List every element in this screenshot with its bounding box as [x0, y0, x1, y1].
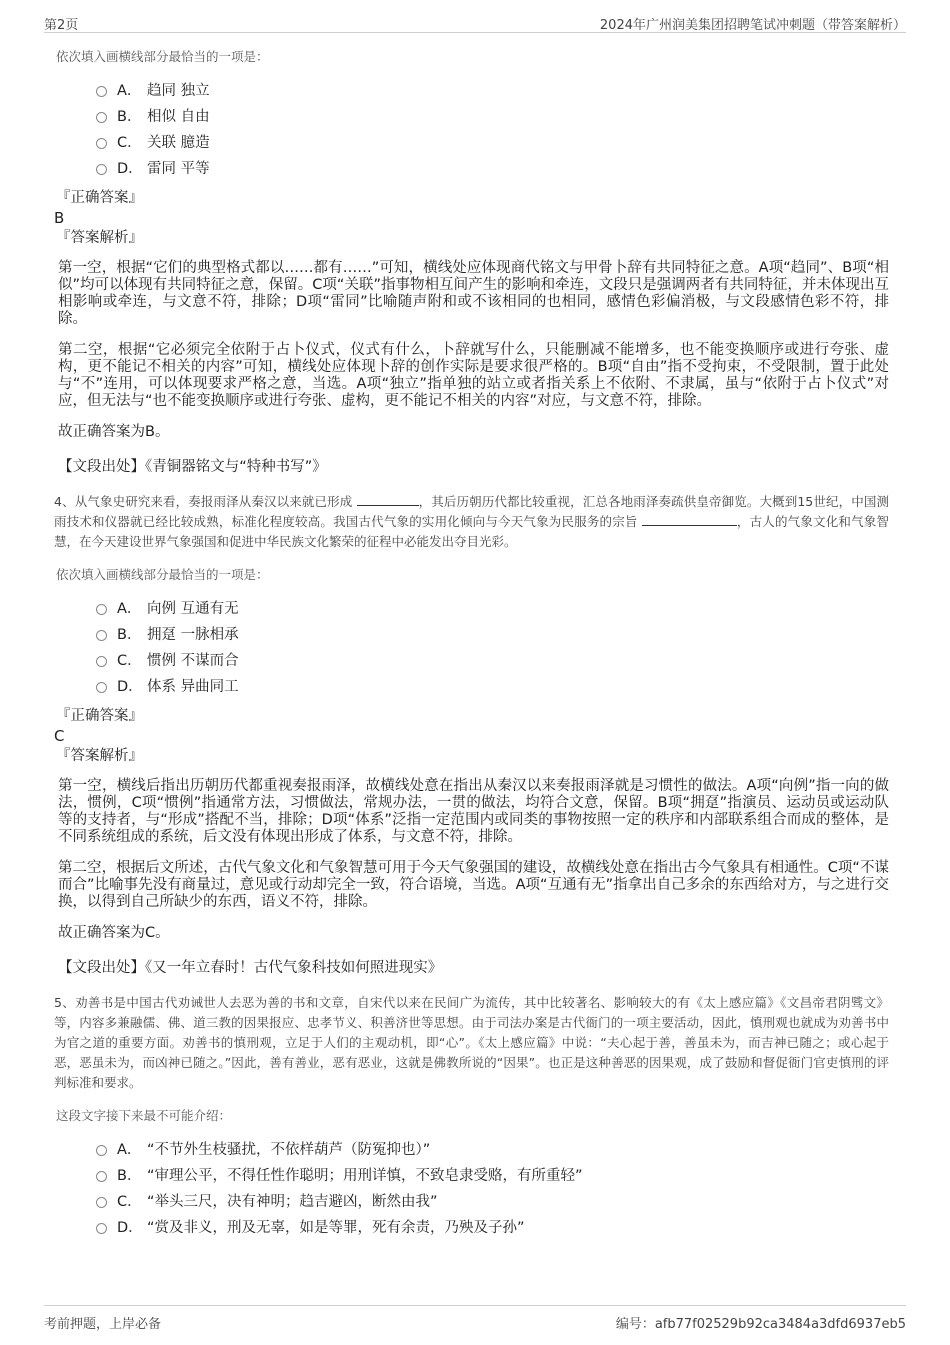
- q3-option-d[interactable]: D． 雷同 平等: [96, 156, 897, 182]
- analysis-label: 『答案解析』: [56, 748, 143, 764]
- q3-option-b[interactable]: B． 相似 自由: [96, 104, 897, 130]
- q5-stem: 5、劝善书是中国古代劝诫世人去恶为善的书和文章，自宋代以来在民间广为流传，其中比较著名、影响较大的有《太上感应篇》《文昌帝君阴骘文》等，内容多兼融儒、佛、道三教的因果报应、忠孝节义、积善济世等思想。由于司法办案是古代衙门的一项主要活动，因此，慎刑观也就成为劝善书中为官之道的重要方面。劝善书的慎刑观，立足于人们的主观动机，即“心”。《太上感应篇》中说：“夫心起于善，善虽未为，而吉神已随之；或心起于恶，恶虽未为，而凶神已随之。”因此，善有善业，恶有恶业，这就是佛教所说的“因果”。也正是这种善恶的因果观，成了鼓励和督促衙门官吏慎刑的评判标准和要求。: [54, 995, 889, 1090]
- radio-icon[interactable]: [96, 1197, 107, 1208]
- document-title: 2024年广州润美集团招聘笔试冲刺题（带答案解析）: [599, 18, 906, 33]
- q4-option-d[interactable]: D． 体系 异曲同工: [96, 674, 897, 700]
- footer-slogan: 考前押题，上岸必备: [44, 1317, 162, 1332]
- q3-prompt: 依次填入画横线部分最恰当的一项是：: [56, 49, 269, 64]
- q5-option-a[interactable]: A． “不节外生枝骚扰，不依样葫芦（防冤抑也）”: [96, 1137, 897, 1163]
- analysis-conclusion: 故正确答案为C。: [58, 925, 170, 941]
- q5-option-b[interactable]: B． “审理公平，不得任性作聪明；用刑详慎，不致皂隶受赂，有所重轻”: [96, 1163, 897, 1189]
- q4-options: [52, 596, 897, 700]
- analysis-paragraph: 第一空，根据“它们的典型格式都以……都有……”可知，横线处应体现商代铭文与甲骨卜辞有共同特征之意。A项“趋同”、B项“相似”均可以体现有共同特征之意，保留。C项“关联”指事物相互间产生的影响和牵连，文段只是强调两者有共同特征，并未体现出互相影响或牵连，与文意不符，排除；D项“雷同”比喻随声附和或不该相同的也相同，感情色彩偏消极，与文段感情色彩不符，排除。: [58, 260, 889, 327]
- source-citation: 【文段出处】《青铜器铭文与“特种书写”》: [58, 459, 327, 475]
- radio-icon[interactable]: [96, 112, 107, 123]
- page-number: 第2页: [44, 18, 79, 33]
- q4-prompt: 依次填入画横线部分最恰当的一项是：: [56, 567, 269, 582]
- document-id: 编号：afb77f02529b92ca3484a3dfd6937eb5: [615, 1317, 906, 1332]
- q5-prompt: 这段文字接下来最不可能介绍：: [56, 1108, 232, 1123]
- radio-icon[interactable]: [96, 1145, 107, 1156]
- page-footer: [44, 1305, 906, 1330]
- answer-value: B: [54, 209, 65, 227]
- answer-value: C: [54, 727, 65, 745]
- analysis-paragraph: 第一空，横线后指出历朝历代都重视奏报雨泽，故横线处意在指出从秦汉以来奏报雨泽就是习惯性的做法。A项“向例”指一向的做法，惯例，C项“惯例”指通常方法，习惯做法，常规办法，一贯的做法，均符合文意，保留。B项“拥趸”指演员、运动员或运动队等的支持者，与“形成”搭配不当，排除；D项“体系”泛指一定范围内或同类的事物按照一定的秩序和内部联系组合而成的整体，是不同系统组成的系统，后文没有体现出形成了体系，与文意不符，排除。: [58, 778, 889, 845]
- q3-option-c[interactable]: C． 关联 臆造: [96, 130, 897, 156]
- q5-option-d[interactable]: D． “赏及非义，刑及无辜，如是等罪，死有余责，乃殃及子孙”: [96, 1215, 897, 1241]
- q3-option-a[interactable]: A． 趋同 独立: [96, 78, 897, 104]
- fill-blank: [357, 493, 419, 506]
- fill-blank: [642, 513, 737, 526]
- radio-icon[interactable]: [96, 682, 107, 693]
- analysis-conclusion: 故正确答案为B。: [58, 424, 170, 440]
- answer-label: 『正确答案』: [56, 190, 143, 206]
- radio-icon[interactable]: [96, 1171, 107, 1182]
- q4-option-b[interactable]: B． 拥趸 一脉相承: [96, 622, 897, 648]
- q4-stem: 4、从气象史研究来看，奏报雨泽从秦汉以来就已形成 ，其后历朝历代都比较重视，汇总各地雨泽奏疏供皇帝御览。大概到15世纪，中国测雨技术和仪器就已经比较成熟，标准化程度较高。我国古代气象的实用化倾向与今天气象为民服务的宗旨 ，古人的气象文化和气象智慧，在今天建设世界气象强国和促进中华民族文化繁荣的征程中必能发出夺目光彩。: [54, 494, 889, 549]
- q5-option-c[interactable]: C． “举头三尺，决有神明；趋吉避凶，断然由我”: [96, 1189, 897, 1215]
- page-content: [52, 42, 897, 1241]
- radio-icon[interactable]: [96, 604, 107, 615]
- page-header: [44, 10, 906, 33]
- q5-options: [52, 1137, 897, 1241]
- answer-label: 『正确答案』: [56, 708, 143, 724]
- analysis-paragraph: 第二空，根据“它必须完全依附于占卜仪式，仪式有什么，卜辞就写什么，只能删减不能增多，也不能变换顺序或进行夸张、虚构，更不能记不相关的内容”可知，横线处应体现卜辞的创作实际是要求很严格的。B项“自由”指不受拘束，不受限制，置于此处与“不”连用，可以体现要求严格之意，当选。A项“独立”指单独的站立或者指关系上不依附、不隶属，虽与“依附于占卜仪式”对应，但无法与“也不能变换顺序或进行夸张、虚构，更不能记不相关的内容”对应，与文意不符，排除。: [58, 342, 889, 409]
- radio-icon[interactable]: [96, 656, 107, 667]
- radio-icon[interactable]: [96, 164, 107, 175]
- radio-icon[interactable]: [96, 138, 107, 149]
- q4-option-a[interactable]: A． 向例 互通有无: [96, 596, 897, 622]
- analysis-paragraph: 第二空，根据后文所述，古代气象文化和气象智慧可用于今天气象强国的建设，故横线处意在指出古今气象具有相通性。C项“不谋而合”比喻事先没有商量过，意见或行动却完全一致，符合语境，当选。A项“互通有无”指拿出自己多余的东西给对方，与之进行交换，以得到自己所缺少的东西，语义不符，排除。: [58, 860, 889, 910]
- analysis-label: 『答案解析』: [56, 230, 143, 246]
- radio-icon[interactable]: [96, 86, 107, 97]
- source-citation: 【文段出处】《又一年立春时！古代气象科技如何照进现实》: [58, 960, 443, 976]
- q4-option-c[interactable]: C． 惯例 不谋而合: [96, 648, 897, 674]
- radio-icon[interactable]: [96, 630, 107, 641]
- radio-icon[interactable]: [96, 1223, 107, 1234]
- q3-options: [52, 78, 897, 182]
